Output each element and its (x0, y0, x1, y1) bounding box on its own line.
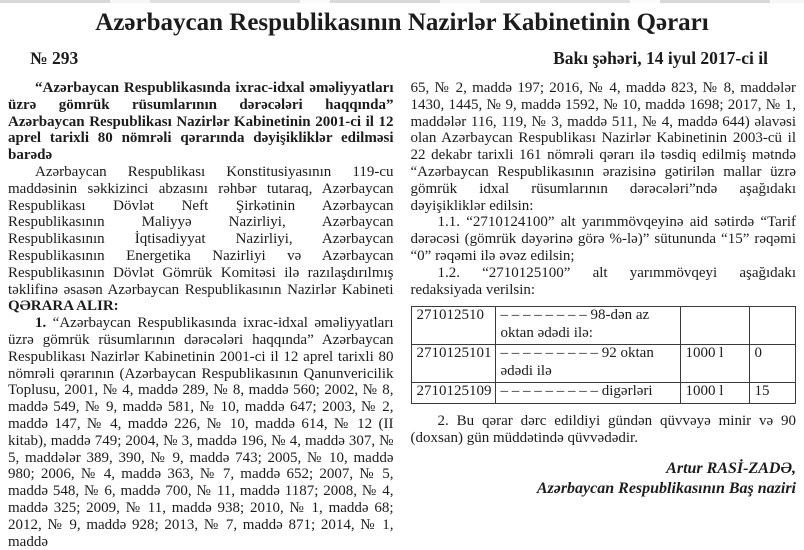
two-column-body (8, 80, 796, 550)
decree-number: № 293 (30, 48, 79, 68)
decree-subject-heading: “Azərbaycan Respublikasında ixrac-idxal əməliyyatları üzrə gömrük rüsumlarının dərəcələri haqqında” Azərbaycan Respublikası Nazirlər Kabinetinin 2001-ci il 12 aprel tarixli 80 nömrəli qərarında dəyişikliklər edilməsi barədə (8, 80, 394, 164)
cell-description: – – – – – – – – – digərləri (495, 383, 680, 404)
cell-rate (749, 307, 795, 345)
cell-rate: 15 (749, 383, 795, 404)
item-1-1-paragraph: 1.1. “2710124100” alt yarımmövqeyinə aid sətirdə “Tarif dərəcəsi (gömrük dəyərinə görə %-lə)” sütununda “15” rəqəmi “0” rəqəmi ilə əvəz edilsin; (410, 214, 796, 264)
decree-place-date: Bakı şəhəri, 14 iyul 2017-ci il (553, 48, 768, 68)
cell-description: – – – – – – – – 98-dən az oktan ədədi ilə: (495, 307, 680, 345)
item-1-number: 1. (35, 315, 47, 332)
decree-meta-row (30, 48, 768, 69)
table-row (411, 307, 795, 345)
item-1-2-paragraph: 1.2. “2710125100” alt yarımmövqeyi aşağıdakı redaksiyada verilsin: (410, 264, 796, 298)
signature-title: Azərbaycan Respublikasının Baş naziri (536, 479, 796, 497)
item-2-paragraph: 2. Bu qərar dərc edildiyi gündən qüvvəyə minir və 90 (doxsan) gün müddətində qüvvədədir. (410, 412, 796, 446)
preamble-text: Azərbaycan Respublikası Konstitusiyasının 119-cu maddəsinin səkkizinci abzasını rəhbər tutaraq, Azərbaycan Respublikası Dövlət Neft Şirkətinin Azərbaycan Respublikasının Maliyyə Nazirliyi, Azərbaycan Respublikasının İqtisadiyyat Nazirliyi, Azərbaycan Respublikasının Energetika Nazirliyi və Azərbaycan Respublikasının Dövlət Gömrük Komitəsi ilə razılaşdırılmış təklifinə əsasən Azərbaycan Respublikasının Nazirlər Kabineti (8, 163, 394, 298)
cell-code: 2710125109 (411, 383, 495, 404)
page-title: Azərbaycan Respublikasının Nazirlər Kabinetinin Qərarı (95, 9, 709, 36)
cell-unit: 1000 l (680, 383, 749, 404)
cell-rate: 0 (749, 345, 795, 383)
right-column (411, 80, 797, 550)
tariff-table (411, 306, 796, 404)
signature-name: Artur RASİ-ZADƏ, (666, 460, 796, 478)
cell-unit: 1000 l (680, 345, 749, 383)
left-column (8, 80, 394, 550)
cell-unit (680, 307, 749, 345)
resolution-phrase: QƏRARA ALIR: (8, 298, 119, 315)
signature-block (411, 459, 797, 498)
cell-code: 2710125101 (411, 345, 495, 383)
table-row (411, 345, 795, 383)
item-1-text: “Azərbaycan Respublikasında ixrac-idxal əməliyyatları üzrə gömrük rüsumlarının dərəcələri haqqında” Azərbaycan Respublikası Nazirlər Kabinetinin 2001-ci il 12 aprel tarixli 80 nömrəli qərarının (Azərbaycan Respublikasının Qanunvericilik Toplusu, 2001, № 4, maddə 289, № 8, maddə 560; 2002, № 8, maddə 549, № 9, maddə 581, № 10, maddə 647; 2003, № 2, maddə 147, № 4, maddə 226, № 10, maddə 614, № 12 (II kitab), maddə 749; 2004, № 3, maddə 196, № 4, maddə 307, № 5, maddələr 389, 390, № 9, maddə 743; 2005, № 10, maddə 980; 2006, № 4, maddə 363, № 7, maddə 652; 2007, № 5, maddə 548, № 6, maddə 700, № 11, maddə 1187; 2008, № 4, maddə 325; 2009, № 11, maddə 938; 2010, № 1, maddə 68; 2012, № 9, maddə 928; 2013, № 7, maddə 871; 2014, № 1, maddə (8, 315, 394, 550)
table-row (411, 383, 795, 404)
scan-edge-artifact (0, 0, 804, 3)
cell-description: – – – – – – – – – 92 oktan ədədi ilə (495, 345, 680, 383)
item-1-paragraph (8, 315, 394, 550)
item-1-continuation: 65, № 2, maddə 197; 2016, № 4, maddə 823, № 8, maddələr 1430, 1445, № 9, maddə 1592, № 10, maddə 1698; 2017, № 1, maddələr 116, 119, № 3, maddə 511, № 4, maddə 644) əlavəsi olan Azərbaycan Respublikası Nazirlər Kabinetinin 2003-cü il 22 dekabr tarixli 161 nömrəli qərarı ilə təsdiq edilmiş mətndə “Azərbaycan Respublikasının ərazisinə gətirilən mallar üzrə gömrük idxal rüsumlarının dərəcələri”ndə aşağıdakı dəyişikliklər edilsin: (410, 80, 796, 214)
preamble-paragraph (8, 164, 394, 315)
cell-code: 271012510 (411, 307, 495, 345)
